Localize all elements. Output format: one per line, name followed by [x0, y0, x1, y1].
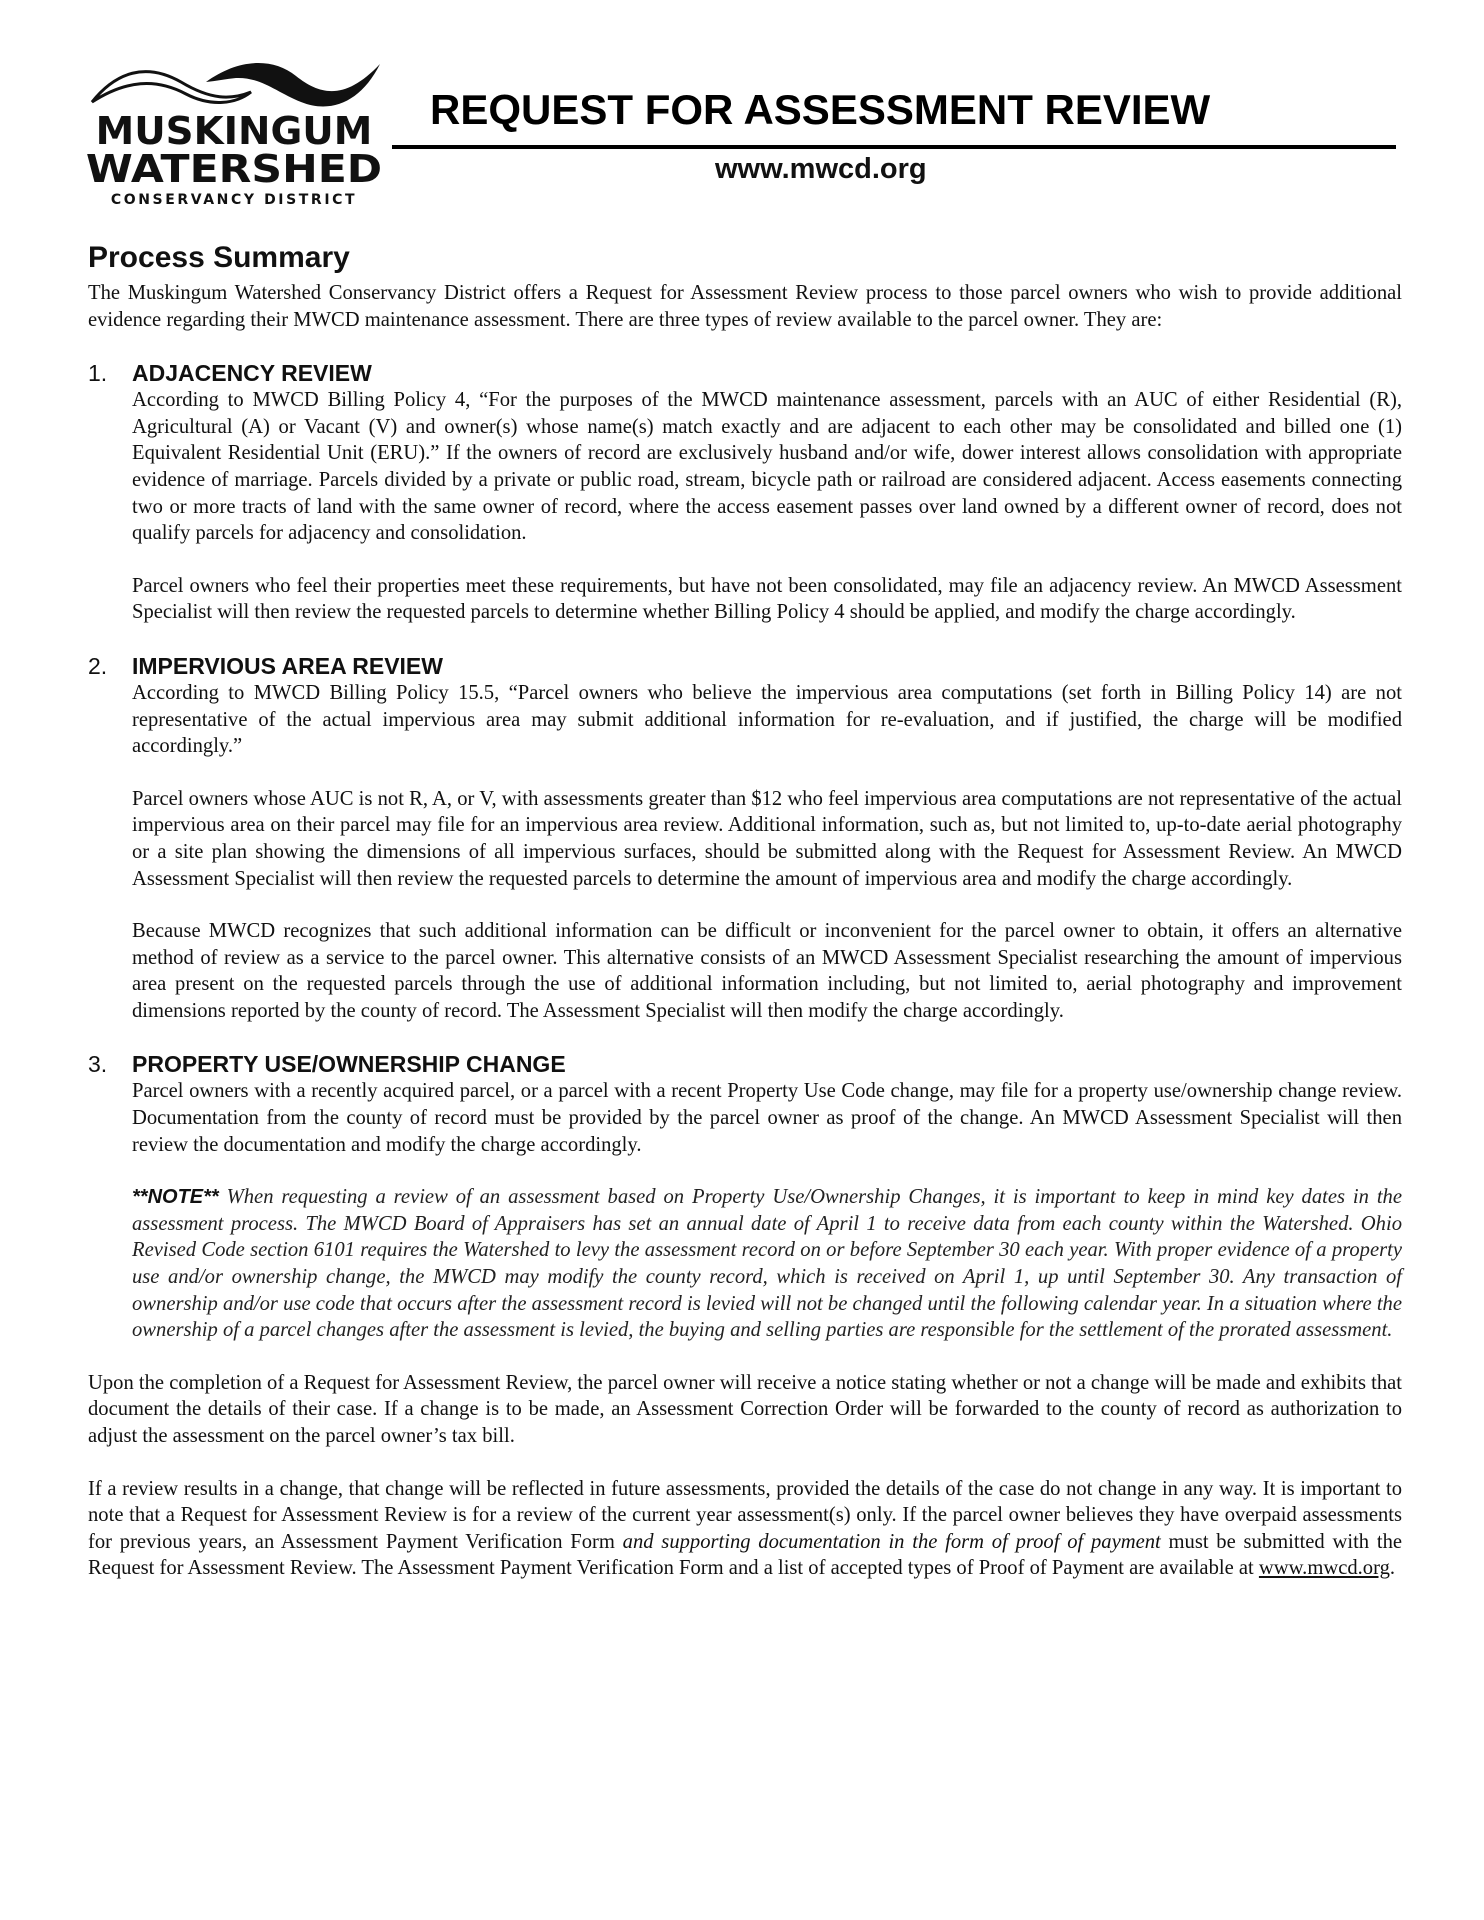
note-block — [132, 1184, 1402, 1344]
item-paragraph: Parcel owners with a recently acquired parcel, or a parcel with a recent Property Use Code change, may file for a property use/ownership change review. Documentation from the county of record must be provided by the parcel owner as proof of the change. An MWCD Assessment Specialist will then review the documentation and modify the charge accordingly. — [132, 1080, 1402, 1156]
note-label: **NOTE** — [132, 1186, 219, 1209]
closing-paragraph-overpayment — [88, 1476, 1402, 1582]
mwcd-logo — [86, 52, 386, 212]
item-title: PROPERTY USE/OWNERSHIP CHANGE — [132, 1051, 566, 1078]
document-title: REQUEST FOR ASSESSMENT REVIEW — [430, 86, 1211, 133]
item-paragraph: Because MWCD recognizes that such additional information can be difficult or inconvenient for the parcel owner to obtain, it offers an alternative method of review as a service to the parcel owner. This alternative consists of an MWCD Assessment Specialist researching the amount of impervious area present on the requested parcels through the use of additional information including, but not limited to, aerial photography and improvement dimensions reported by the county of record. The Assessment Specialist will then modify the charge accordingly. — [132, 920, 1402, 1022]
wave-logo-icon — [86, 52, 386, 112]
item-number: 3. — [88, 1051, 108, 1078]
closing-text-part2: must be submitted with the Request for Assessment Review. The Assessment Payment Verification Form and a list of accepted types of Proof of Payment are available at — [88, 1530, 1403, 1580]
logo-text-muskingum: MUSKINGUM — [95, 109, 373, 153]
review-item-impervious-area — [88, 652, 1402, 1025]
item-paragraph: Parcel owners whose AUC is not R, A, or V, with assessments greater than $12 who feel impervious area computations are not representative of the actual impervious area on their parcel may file for an impervious area review. Additional information, such as, but not limited to, up-to-date aerial photography or a site plan showing the dimensions of all impervious surfaces, should be submitted along with the Request for Assessment Review. An MWCD Assessment Specialist will then review the requested parcels to determine the amount of impervious area and modify the charge accordingly. — [132, 787, 1402, 890]
logo-text-watershed: WATERSHED — [85, 147, 383, 191]
item-paragraph: According to MWCD Billing Policy 4, “For the purposes of the MWCD maintenance assessment, parcels with an AUC of either Residential (R), Agricultural (A) or Vacant (V) and owner(s) whose name(s) match exactly and are adjacent to each other may be consolidated and billed one (1) Equivalent Residential Unit (ERU).” If the owners of record are exclusively husband and/or wife, dower interest allows consolidation with appropriate evidence of marriage. Parcels divided by a private or public road, stream, bicycle path or railroad are considered adjacent. Access easements connecting two or more tracts of land with the same owner of record, where the access easement passes over land owned by a different owner of record, does not qualify parcels for adjacency and consolidation. — [132, 389, 1402, 545]
header-website-link[interactable]: www.mwcd.org — [715, 153, 927, 185]
review-item-property-use-ownership — [88, 1050, 1402, 1343]
item-paragraph: According to MWCD Billing Policy 15.5, “Parcel owners who believe the impervious area computations (set forth in Billing Policy 14) are not representative of the actual impervious area may submit additional information for re-evaluation, and if justified, the charge will be modified accordingly.” — [132, 681, 1402, 758]
mwcd-website-link[interactable]: www.mwcd.org — [1258, 1557, 1390, 1580]
closing-emphasis: and supporting documentation in the form of proof of payment — [622, 1530, 1161, 1553]
process-summary-heading: Process Summary — [88, 241, 350, 274]
note-paragraph — [132, 1184, 1402, 1344]
item-title: ADJACENCY REVIEW — [132, 360, 372, 387]
title-divider — [392, 145, 1396, 149]
item-title: IMPERVIOUS AREA REVIEW — [132, 652, 443, 679]
item-number: 1. — [88, 360, 108, 387]
closing-paragraph-completion: Upon the completion of a Request for Assessment Review, the parcel owner will receive a notice stating whether or not a change will be made and exhibits that document the details of their case. If a change is to be made, an Assessment Correction Order will be forwarded to the county of record as authorization to adjust the assessment on the parcel owner’s tax bill. — [88, 1371, 1402, 1447]
intro-paragraph: The Muskingum Watershed Conservancy District offers a Request for Assessment Review process to those parcel owners who wish to provide additional evidence regarding their MWCD maintenance assessment. There are three types of review available to the parcel owner. They are: — [88, 282, 1402, 331]
closing-text-part1: If a review results in a change, that change will be reflected in future assessments, provided the details of the case do not change in any way. It is important to note that a Request for Assessment Review is for a review of the current year assessment(s) only. If the parcel owner believes they have overpaid assessments for previous years, an Assessment Payment Verification Form — [88, 1477, 1402, 1553]
item-paragraph: Parcel owners who feel their properties meet these requirements, but have not been consolidated, may file an adjacency review. An MWCD Assessment Specialist will then review the requested parcels to determine whether Billing Policy 4 should be applied, and modify the charge accordingly. — [132, 574, 1402, 624]
document-body — [88, 240, 1402, 1582]
logo-text-conservancy-district: CONSERVANCY DISTRICT — [110, 192, 358, 208]
note-text: When requesting a review of an assessment based on Property Use/Ownership Changes, it is important to keep in mind key dates in the assessment process. The MWCD Board of Appraisers has set an annual date of April 1 to receive data from each county within the Watershed. Ohio Revised Code section 6101 requires the Watershed to levy the assessment record on or before September 30 each year. With proper evidence of a property use and/or ownership change, the MWCD may modify the county record, which is received on April 1, up until September 30. Any transaction of ownership and/or use code that occurs after the assessment record is levied will not be changed until the following calendar year. In a situation where the ownership of a parcel changes after the assessment is levied, the buying and selling parties are responsible for the settlement of the prorated assessment. — [132, 1186, 1402, 1342]
review-item-adjacency — [88, 359, 1402, 626]
closing-text-end: . — [1389, 1557, 1396, 1580]
item-number: 2. — [88, 652, 108, 679]
